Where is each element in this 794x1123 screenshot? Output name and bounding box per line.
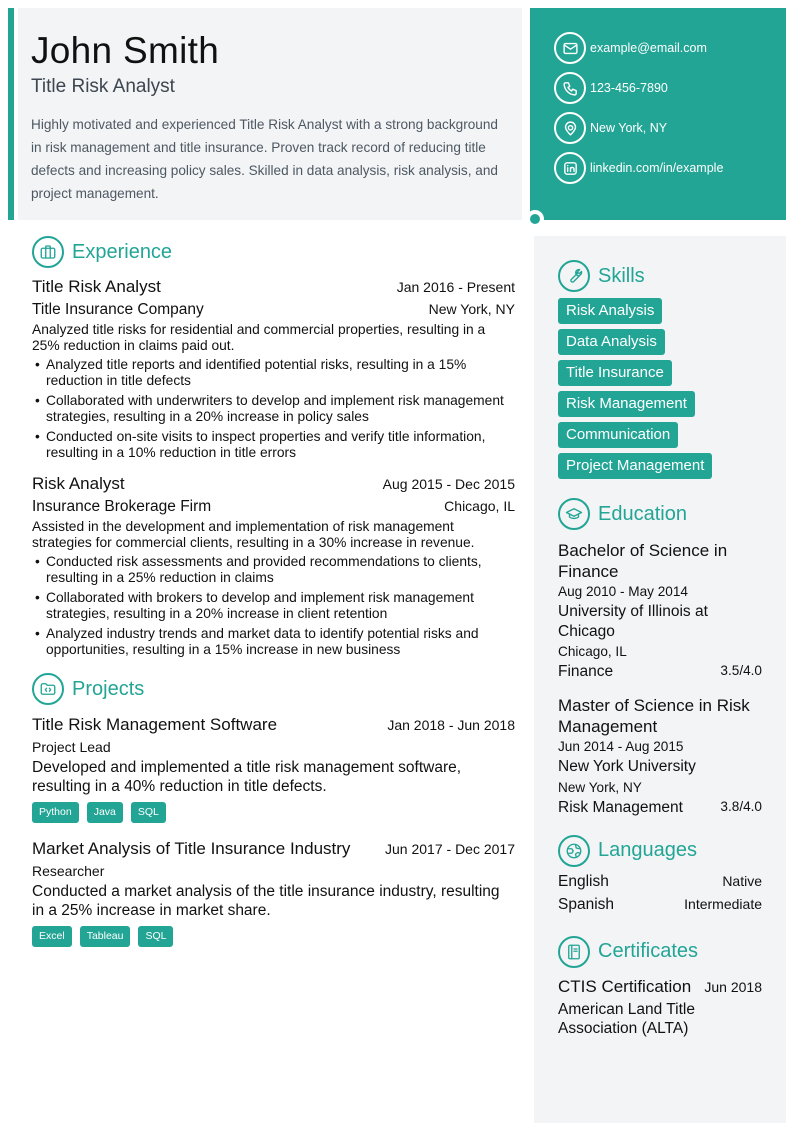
language-row bbox=[558, 896, 762, 919]
linkedin-text: linkedin.com/in/example bbox=[590, 161, 724, 175]
achievement-item: • Collaborated with underwriters to develop and implement risk management strategies, resulting in a 20% increase in policy sales bbox=[32, 393, 515, 425]
company-name: Insurance Brokerage Firm bbox=[32, 498, 212, 515]
project-description: Developed and implemented a title risk management software, resulting in a 40% reduction in title defects. bbox=[32, 759, 462, 795]
gpa: 3.8/4.0 bbox=[720, 798, 762, 814]
project-dates: Jan 2018 - Jun 2018 bbox=[387, 717, 515, 733]
project-entry bbox=[32, 715, 515, 823]
certificate-book-icon bbox=[558, 936, 590, 968]
education-heading bbox=[558, 498, 762, 530]
skill-badge: Project Management bbox=[558, 453, 712, 479]
education-dates: Jun 2014 - Aug 2015 bbox=[558, 739, 684, 754]
experience-title: Experience bbox=[72, 240, 173, 263]
achievement-item: • Conducted risk assessments and provided recommendations to clients, resulting in a 25% reduction in claims bbox=[32, 554, 515, 586]
header-accent-bar bbox=[8, 8, 14, 220]
job-description: Analyzed title risks for residential and commercial properties, resulting in a 25% reduction in claims paid out. bbox=[32, 322, 486, 353]
certificate-issuer: American Land Title Association (ALTA) bbox=[558, 1000, 695, 1037]
header-intro bbox=[18, 8, 522, 220]
degree-name: Master of Science in Risk Management bbox=[558, 696, 750, 736]
globe-icon bbox=[558, 835, 590, 867]
field-row bbox=[558, 799, 762, 817]
language-level: Intermediate bbox=[684, 895, 762, 912]
tech-tag: SQL bbox=[138, 926, 173, 947]
contact-linkedin[interactable] bbox=[554, 152, 786, 184]
school-location: Chicago, IL bbox=[558, 644, 627, 659]
languages-heading bbox=[558, 835, 762, 867]
projects-heading bbox=[32, 673, 515, 705]
project-entry bbox=[32, 839, 515, 947]
profile-summary: Highly motivated and experienced Title Risk Analyst with a strong background in risk management and title insurance. Proven track record of reducing title defects and increasing policy sales. Skilled in data analysis, risk analysis, and project management. bbox=[31, 117, 498, 201]
achievement-list bbox=[32, 554, 515, 658]
tech-tags bbox=[32, 926, 515, 947]
education-entry bbox=[558, 695, 762, 817]
school-name: University of Illinois at Chicago bbox=[558, 603, 708, 640]
skills-heading bbox=[558, 260, 762, 292]
job-location: New York, NY bbox=[428, 301, 515, 317]
company-name: Title Insurance Company bbox=[32, 301, 204, 318]
skills-section bbox=[558, 260, 762, 484]
folder-code-icon bbox=[32, 673, 64, 705]
achievement-list bbox=[32, 357, 515, 461]
certificate-name: CTIS Certification bbox=[558, 976, 692, 996]
language-level: Native bbox=[722, 872, 762, 889]
skill-list bbox=[558, 298, 762, 484]
main-column bbox=[32, 236, 515, 947]
tech-tag: Tableau bbox=[80, 926, 131, 947]
education-section bbox=[558, 498, 762, 817]
education-title: Education bbox=[598, 502, 687, 525]
languages-title: Languages bbox=[598, 839, 697, 861]
achievement-item: • Analyzed title reports and identified potential risks, resulting in a 15% reduction in title defects bbox=[32, 357, 515, 389]
language-row bbox=[558, 873, 762, 896]
certificates-heading bbox=[558, 936, 762, 968]
map-pin-icon bbox=[554, 112, 586, 144]
candidate-name: John Smith bbox=[31, 30, 220, 71]
email-text: example@email.com bbox=[590, 41, 707, 55]
job-location: Chicago, IL bbox=[444, 498, 515, 514]
location-text: New York, NY bbox=[590, 121, 668, 135]
tech-tags bbox=[32, 802, 515, 823]
achievement-item: • Collaborated with brokers to develop and implement risk management strategies, resulting in a 20% increase in client retention bbox=[32, 590, 515, 622]
tech-tag: Java bbox=[87, 802, 123, 823]
contact-panel bbox=[530, 8, 786, 220]
school-name: New York University bbox=[558, 758, 696, 775]
wrench-icon bbox=[558, 260, 590, 292]
education-entry bbox=[558, 540, 762, 681]
job-title: Title Risk Analyst bbox=[32, 277, 161, 296]
job-title: Risk Analyst bbox=[32, 474, 125, 493]
header-connector-dot bbox=[526, 210, 544, 228]
experience-heading bbox=[32, 236, 515, 268]
achievement-item: • Conducted on-site visits to inspect properties and verify title information, resulting in a 10% reduction in title errors bbox=[32, 429, 515, 461]
tech-tag: Python bbox=[32, 802, 79, 823]
briefcase-icon bbox=[32, 236, 64, 268]
skills-title: Skills bbox=[598, 264, 645, 287]
job-dates: Aug 2015 - Dec 2015 bbox=[382, 476, 515, 492]
school-location: New York, NY bbox=[558, 779, 642, 795]
skill-badge: Communication bbox=[558, 422, 678, 448]
tech-tag: SQL bbox=[131, 802, 166, 823]
project-dates: Jun 2017 - Dec 2017 bbox=[385, 841, 515, 857]
envelope-icon bbox=[554, 32, 586, 64]
linkedin-icon bbox=[554, 152, 586, 184]
language-name: Spanish bbox=[558, 895, 615, 913]
skill-badge: Title Insurance bbox=[558, 360, 672, 386]
project-role: Project Lead bbox=[32, 739, 111, 755]
candidate-title: Title Risk Analyst bbox=[31, 76, 175, 97]
graduation-cap-icon bbox=[558, 498, 590, 530]
certificates-section bbox=[558, 936, 762, 1038]
contact-phone[interactable] bbox=[554, 72, 786, 104]
experience-entry bbox=[32, 474, 515, 658]
education-dates: Aug 2010 - May 2014 bbox=[558, 584, 688, 599]
phone-icon bbox=[554, 72, 586, 104]
field-of-study: Risk Management bbox=[558, 798, 683, 816]
job-description: Assisted in the development and implementation of risk management strategies for commercial clients, resulting in a 30% increase in revenue. bbox=[32, 519, 475, 550]
projects-section bbox=[32, 673, 515, 947]
experience-entry bbox=[32, 277, 515, 461]
gpa: 3.5/4.0 bbox=[720, 663, 762, 678]
experience-section bbox=[32, 236, 515, 658]
job-dates: Jan 2016 - Present bbox=[396, 279, 515, 295]
contact-location bbox=[554, 112, 786, 144]
project-title: Title Risk Management Software bbox=[32, 715, 278, 734]
degree-name: Bachelor of Science in Finance bbox=[558, 541, 728, 581]
achievement-item: • Analyzed industry trends and market data to identify potential risks and opportunities, resulting in a 15% increase in new business bbox=[32, 626, 515, 658]
skill-badge: Risk Management bbox=[558, 391, 695, 417]
tech-tag: Excel bbox=[32, 926, 72, 947]
project-description: Conducted a market analysis of the title insurance industry, resulting in a 25% increase in market share. bbox=[32, 883, 500, 919]
certificate-entry bbox=[558, 977, 762, 1038]
sidebar bbox=[534, 236, 786, 1123]
phone-text: 123-456-7890 bbox=[590, 81, 668, 95]
certificate-date: Jun 2018 bbox=[704, 978, 762, 995]
skill-badge: Risk Analysis bbox=[558, 298, 662, 324]
field-of-study: Finance bbox=[558, 663, 614, 680]
languages-section bbox=[558, 835, 762, 919]
project-title: Market Analysis of Title Insurance Industry bbox=[32, 839, 351, 858]
field-row bbox=[558, 663, 762, 681]
project-role: Researcher bbox=[32, 863, 105, 879]
projects-title: Projects bbox=[72, 677, 145, 700]
skill-badge: Data Analysis bbox=[558, 329, 665, 355]
contact-email[interactable] bbox=[554, 32, 786, 64]
language-name: English bbox=[558, 872, 609, 890]
certificates-title: Certificates bbox=[598, 940, 699, 962]
